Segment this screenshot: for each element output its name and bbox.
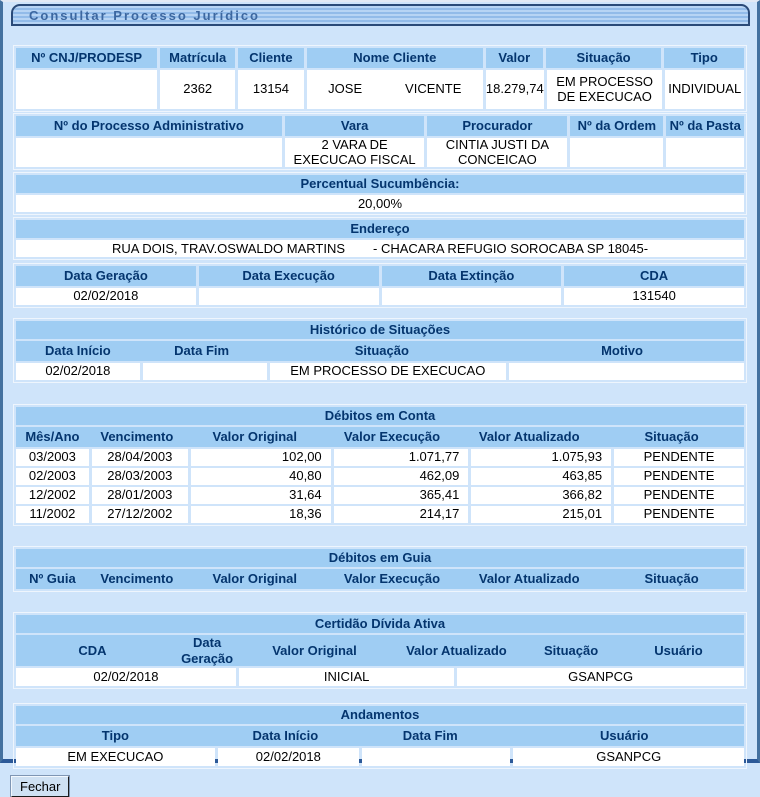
cell-procurador: CINTIA JUSTI DA CONCEICAO (427, 138, 567, 167)
col-header-data-fim: Data Fim (402, 728, 458, 744)
endereco-label: Endereço (16, 220, 744, 238)
cell-situacao: EM PROCESSO DE EXECUCAO (270, 363, 507, 380)
cell-data-execucao (199, 288, 379, 305)
cell-valor-original: 18,36 (191, 506, 331, 523)
cell-valor-atualizado: 366,82 (471, 487, 611, 504)
fechar-button[interactable]: Fechar (11, 776, 69, 797)
process-summary-header-row (16, 48, 744, 68)
historico-section-title: Histórico de Situações (16, 321, 744, 339)
debitos-conta-section (13, 404, 747, 526)
col-header-mes-ano: Mês/Ano (25, 429, 80, 445)
cell-valor-execucao: 462,09 (334, 468, 469, 485)
col-header-situacao: Situação (543, 642, 599, 658)
table-row (16, 363, 744, 380)
col-header-nome-cliente: Nome Cliente (307, 48, 483, 68)
col-header-valor-atualizado: Valor Atualizado (406, 642, 507, 658)
cell-mes-ano: 12/2002 (16, 487, 89, 504)
admin-process-table (13, 113, 747, 170)
cell-vencimento: 28/01/2003 (92, 487, 188, 504)
historico-header-row (16, 341, 744, 361)
col-header-valor-atualizado: Valor Atualizado (478, 429, 580, 445)
cell-valor-original: 31,64 (191, 487, 331, 504)
col-header-valor-original: Valor Original (212, 571, 298, 587)
cell-data-inicio: 02/02/2018 (218, 748, 359, 766)
cell-situacao: PENDENTE (614, 468, 744, 485)
nome-cliente-last: VICENTE (405, 81, 462, 97)
col-header-ordem: Nº da Ordem (570, 116, 663, 136)
admin-header-row (16, 116, 744, 136)
cell-mes-ano: 02/2003 (16, 468, 89, 485)
debitos-conta-header-row (16, 427, 744, 447)
percentual-sucumbencia-label: Percentual Sucumbência: (16, 175, 744, 193)
cell-data-fim (143, 363, 267, 380)
col-header-data-inicio: Data Início (45, 343, 111, 359)
col-header-usuario: Usuário (600, 728, 649, 744)
nome-cliente-first: JOSE (328, 81, 363, 97)
col-header-matricula: Matrícula (160, 48, 235, 68)
col-header-cliente: Cliente (238, 48, 304, 68)
cell-situacao: PENDENTE (614, 506, 744, 523)
cell-valor-original: 102,00 (191, 449, 331, 466)
debitos-guia-section (13, 546, 747, 592)
cell-situacao: EM PROCESSO DE EXECUCAO (547, 70, 663, 109)
cell-vencimento: 28/03/2003 (92, 468, 188, 485)
cell-tipo: INDIVIDUAL (665, 70, 744, 109)
cell-situacao: PENDENTE (614, 487, 744, 504)
cell-data-fim (362, 748, 511, 766)
certidao-divida-ativa-section (13, 612, 747, 689)
col-header-procurador: Procurador (427, 116, 567, 136)
col-header-usuario: Usuário (654, 642, 703, 658)
col-header-data-geracao: Data Geração (181, 635, 234, 666)
col-header-valor-execucao: Valor Execução (343, 571, 441, 587)
endereco-block (13, 217, 747, 260)
cell-data-extincao (382, 288, 562, 305)
historico-situacoes-section (13, 318, 747, 383)
cell-pasta (666, 138, 744, 167)
col-header-valor-atualizado: Valor Atualizado (478, 571, 580, 587)
cell-vara: 2 VARA DE EXECUCAO FISCAL (285, 138, 425, 167)
cell-matricula: 2362 (160, 70, 235, 109)
col-header-tipo: Tipo (664, 48, 744, 68)
col-header-data-inicio: Data Início (252, 728, 319, 744)
cell-valor-atualizado: 1.075,93 (471, 449, 611, 466)
table-row (16, 506, 744, 523)
percentual-sucumbencia-value: 20,00% (16, 195, 744, 212)
col-header-cnj-prodesp: Nº CNJ/PRODESP (16, 48, 157, 68)
cell-tipo: EM EXECUCAO (16, 748, 215, 766)
cell-situacao: PENDENTE (614, 449, 744, 466)
col-header-situacao: Situação (644, 571, 699, 587)
cell-cda: 131540 (564, 288, 744, 305)
cell-cnj-prodesp (16, 70, 157, 109)
cell-valor-original: 40,80 (191, 468, 331, 485)
cell-ordem (570, 138, 663, 167)
debitos-guia-section-title: Débitos em Guia (16, 549, 744, 567)
col-header-pasta: Nº da Pasta (666, 116, 744, 136)
cell-mes-ano: 11/2002 (16, 506, 89, 523)
andamentos-header-row (16, 726, 744, 746)
andamentos-section (13, 703, 747, 769)
cell-valor-situacao: INICIAL (239, 668, 454, 686)
cell-data-inicio: 02/02/2018 (16, 363, 140, 380)
page-title: Consultar Processo Jurídico (29, 7, 260, 23)
cell-mes-ano: 03/2003 (16, 449, 89, 466)
table-row (16, 668, 744, 686)
table-row (16, 70, 744, 109)
endereco-value (16, 240, 744, 257)
col-header-situacao: Situação (546, 48, 662, 68)
cell-nome-cliente (307, 70, 483, 109)
col-header-data-extincao: Data Extinção (382, 266, 562, 286)
col-header-processo-administrativo: Nº do Processo Administrativo (16, 116, 282, 136)
cell-cliente: 13154 (238, 70, 304, 109)
col-header-vencimento: Vencimento (100, 571, 174, 587)
cell-usuario: GSANPCG (513, 748, 744, 766)
cell-data-geracao: 02/02/2018 (16, 288, 196, 305)
debitos-conta-section-title: Débitos em Conta (16, 407, 744, 425)
endereco-logradouro: RUA DOIS, TRAV.OSWALDO MARTINS (111, 241, 346, 256)
debitos-guia-header-row (16, 569, 744, 589)
certidao-header-row (16, 635, 744, 666)
andamentos-section-title: Andamentos (16, 706, 744, 724)
col-header-tipo: Tipo (101, 728, 129, 744)
endereco-complemento: - CHACARA REFUGIO SOROCABA SP 18045- (373, 241, 649, 256)
percentual-sucumbencia-block (13, 172, 747, 215)
col-header-situacao: Situação (354, 343, 409, 359)
cell-processo-administrativo (16, 138, 282, 167)
col-header-valor-execucao: Valor Execução (343, 429, 441, 445)
col-header-vencimento: Vencimento (100, 429, 174, 445)
datas-header-row (16, 266, 744, 286)
certidao-section-title: Certidão Dívida Ativa (16, 615, 744, 633)
table-row (16, 138, 744, 167)
cell-vencimento: 28/04/2003 (92, 449, 188, 466)
cell-valor-atualizado: 463,85 (471, 468, 611, 485)
col-header-data-execucao: Data Execução (199, 266, 379, 286)
col-header-valor-original: Valor Original (272, 642, 357, 658)
datas-table (13, 263, 747, 308)
table-row (16, 449, 744, 466)
col-header-situacao: Situação (644, 429, 699, 445)
cell-valor-execucao: 365,41 (334, 487, 469, 504)
cell-cda-data-geracao: 02/02/2018 (16, 668, 236, 686)
window-title-bar (11, 4, 750, 26)
cell-vencimento: 27/12/2002 (92, 506, 188, 523)
col-header-cda: CDA (78, 642, 107, 658)
table-row (16, 288, 744, 305)
cell-valor-atualizado: 215,01 (471, 506, 611, 523)
col-header-numero-guia: Nº Guia (29, 571, 76, 587)
col-header-data-geracao: Data Geração (16, 266, 196, 286)
col-header-data-fim: Data Fim (174, 343, 230, 359)
cell-valor-execucao: 214,17 (334, 506, 469, 523)
cell-valor-execucao: 1.071,77 (334, 449, 469, 466)
col-header-valor: Valor (486, 48, 543, 68)
cell-usuario: GSANPCG (457, 668, 744, 686)
cell-valor: 18.279,74 (486, 70, 544, 109)
process-summary-table (13, 45, 747, 112)
table-row (16, 748, 744, 766)
table-row (16, 468, 744, 485)
table-row (16, 487, 744, 504)
cell-motivo (509, 363, 744, 380)
main-content (3, 45, 757, 769)
col-header-cda: CDA (564, 266, 744, 286)
col-header-motivo: Motivo (601, 343, 643, 359)
col-header-valor-original: Valor Original (212, 429, 298, 445)
col-header-vara: Vara (285, 116, 425, 136)
